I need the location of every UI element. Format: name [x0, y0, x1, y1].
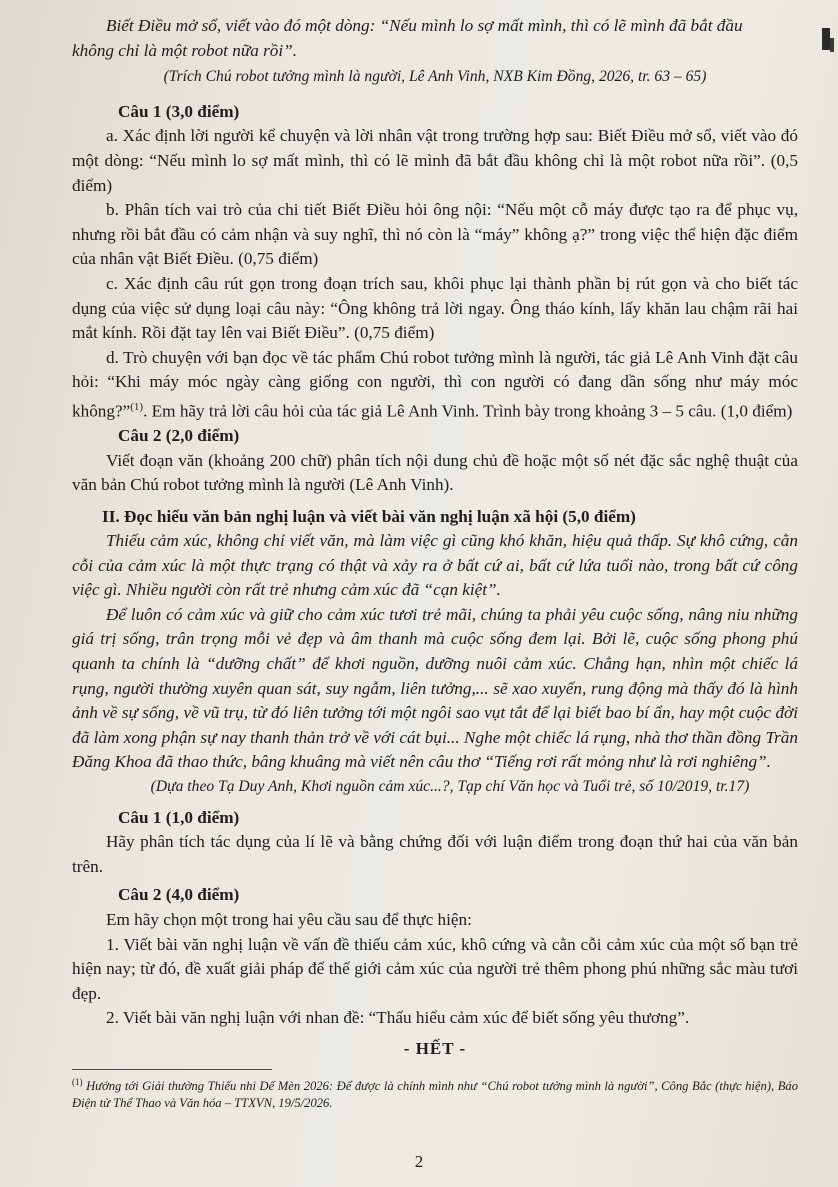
part2-heading: II. Đọc hiểu văn bản nghị luận và viết bài văn nghị luận xã hội (5,0 điểm) [102, 507, 636, 527]
part2-question-1-heading: Câu 1 (1,0 điểm) [118, 807, 240, 827]
part2-option-1: 1. Viết bài văn nghị luận về vấn đề thiếu cảm xúc, khô cứng và cằn cỗi cảm xúc của một số bạn trẻ hiện nay; từ đó, đề xuất giải pháp để thế giới cảm xúc của người trẻ thêm phong phú những sắc màu tươi đẹp. [72, 934, 798, 1003]
part2-option-2: 2. Viết bài văn nghị luận với nhan đề: “Thấu hiểu cảm xúc để biết sống yêu thương”. [106, 1008, 690, 1028]
edge-mark [822, 28, 830, 50]
question-2: Viết đoạn văn (khoảng 200 chữ) phân tích nội dung chủ đề hoặc một số nét đặc sắc nghệ thuật của văn bản Chú robot tưởng mình là người (Lê Anh Vinh). [72, 450, 798, 495]
edge-mark [830, 38, 834, 52]
passage-citation: (Dựa theo Tạ Duy Anh, Khơi nguồn cảm xúc...?, Tạp chí Văn học và Tuổi trẻ, số 10/2019, tr.17) [150, 777, 750, 795]
footnote-rule [72, 1069, 272, 1070]
question-1c: c. Xác định câu rút gọn trong đoạn trích sau, khôi phục lại thành phần bị rút gọn và cho biết tác dụng của việc sử dụng loại câu này: “Ông không trả lời ngay. Ông tháo kính, lấy khăn lau chậm rãi hai mắt kính. Rồi đặt tay lên vai Biết Điều”. (0,75 điểm) [72, 273, 798, 343]
page-number: 2 [414, 1152, 424, 1171]
footnote-ref: (1) [130, 400, 144, 413]
passage-paragraph-1: Thiếu cảm xúc, không chỉ viết văn, mà làm việc gì cũng khó khăn, hiệu quả thấp. Sự khô cứng, cằn cỗi của cảm xúc là một thực trạng có thật và xảy ra ở bất cứ ai, bất cứ lứa tuổi nào, trong bất cứ công việc gì. Nhiều người còn rất trẻ nhưng cảm xúc đã “cạn kiệt”. [72, 531, 798, 600]
source-citation: (Trích Chú robot tưởng mình là người, Lê Anh Vinh, NXB Kim Đồng, 2026, tr. 63 – 65) [163, 68, 707, 86]
intro-line-1: Biết Điều mở sổ, viết vào đó một dòng: “Nếu mình lo sợ mất mình, thì có lẽ mình đã bắt đầu [106, 16, 743, 35]
part1-question-2-heading: Câu 2 (2,0 điểm) [118, 426, 240, 446]
passage-paragraph-2: Để luôn có cảm xúc và giữ cho cảm xúc tươi trẻ mãi, chúng ta phải yêu cuộc sống, nâng niu những giá trị sống, trân trọng mỗi vẻ đẹp và âm thanh mà cuộc sống đem lại. Bởi lẽ, cuộc sống phong phú quanh ta chính là “dưỡng chất” để khơi nguồn, dưỡng nuôi cảm xúc. Chẳng hạn, nhìn một chiếc lá rụng, người thường xuyên quan sát, suy ngẫm, liên tưởng,... sẽ xao xuyến, rung động mà thấy đó là hình ảnh về sự sống, về vũ trụ, từ đó liên tưởng tới một ngôi sao vụt tắt để lại biết bao bí ẩn, hay một cuộc đời đã làm xong phận sự nay thanh thản trở về với cát bụi... Nghe một chiếc lá rụng, nhà thơ thần đồng Trần Đăng Khoa đã thao thức, bâng khuâng mà viết nên câu thơ “Tiếng rơi rất mỏng như là rơi nghiêng”. [72, 604, 798, 772]
part1-question-1-heading: Câu 1 (3,0 điểm) [118, 101, 240, 121]
part2-question-1: Hãy phân tích tác dụng của lí lẽ và bằng chứng đối với luận điểm trong đoạn thứ hai của văn bản trên. [72, 832, 798, 876]
part2-question-2-heading: Câu 2 (4,0 điểm) [118, 885, 240, 905]
intro-line-2: không chỉ là một robot nữa rồi”. [72, 40, 298, 60]
question-1a: a. Xác định lời người kể chuyện và lời nhân vật trong trường hợp sau: Biết Điều mở sổ, viết vào đó một dòng: “Nếu mình lo sợ mất mình, thì có lẽ mình đã bắt đầu không chỉ là một robot nữa rồi”. (0,5 điểm) [72, 126, 798, 195]
footnote: $^{(1)}$ Hướng tới Giải thưởng Thiếu nhi Dế Mèn 2026: Để được là chính mình như “Chú robot tưởng mình là người”, Công Bắc (thực hiện), Báo Điện tử Thể Thao và Văn hóa – TTXVN, 19/5/2026. [72, 1076, 798, 1111]
end-mark: - HẾT - [403, 1038, 467, 1058]
part2-question-2-intro: Em hãy chọn một trong hai yêu cầu sau để thực hiện: [106, 909, 472, 929]
question-1b: b. Phân tích vai trò của chi tiết Biết Điều hỏi ông nội: “Nếu một cỗ máy được tạo ra để phục vụ, nhưng rồi bắt đầu có cảm nhận và suy nghĩ, thì nó còn là “máy” không ạ?” trong việc thể hiện đặc điểm của nhân vật Biết Điều. (0,75 điểm) [72, 200, 798, 269]
question-1d: d. Trò chuyện với bạn đọc về tác phẩm Chú robot tưởng mình là người, tác giả Lê Anh Vinh đặt câu hỏi: “Khi máy móc ngày càng giống con người, thì con người có đang dần sống như máy móc không?”$^{(1)}$. Em hãy trả lời câu hỏi của tác giả Lê Anh Vinh. Trình bày trong khoảng 3 – 5 câu. (1,0 điểm) [72, 347, 798, 421]
